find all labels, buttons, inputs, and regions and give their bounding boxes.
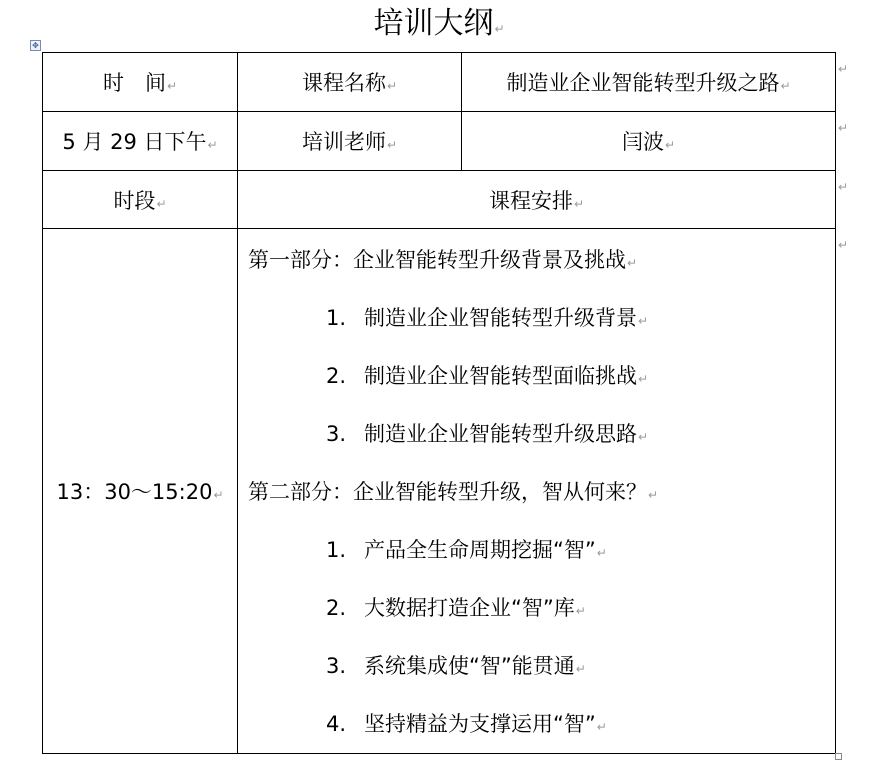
schedule-content — [238, 229, 835, 753]
paragraph-mark-icon: ↵ — [575, 662, 586, 676]
schedule-content-cell[interactable] — [238, 229, 836, 754]
table-row — [43, 171, 836, 229]
table-move-handle-icon[interactable]: ✥ — [30, 40, 41, 51]
row-end-mark-icon: ↵ — [838, 238, 849, 252]
part1-title: 第一部分：企业智能转型升级背景及挑战↵ — [248, 248, 638, 272]
table-row — [43, 53, 836, 112]
paragraph-mark-icon: ↵ — [494, 22, 505, 36]
list-item: 1. 制造业企业智能转型升级背景↵ — [326, 306, 649, 330]
list-item: 2. 制造业企业智能转型面临挑战↵ — [326, 364, 649, 388]
document-title: 培训大纲↵ — [373, 6, 505, 41]
paragraph-mark-icon: ↵ — [156, 196, 167, 211]
paragraph-mark-icon: ↵ — [213, 488, 224, 502]
paragraph-mark-icon: ↵ — [648, 488, 659, 502]
list-item: 4. 坚持精益为支撑运用“智”↵ — [326, 712, 607, 736]
paragraph-mark-icon: ↵ — [664, 138, 676, 152]
row-end-mark-icon: ↵ — [838, 180, 849, 194]
paragraph-mark-icon: ↵ — [386, 79, 398, 93]
teacher-value-cell[interactable]: 闫波↵ — [462, 112, 836, 171]
paragraph-mark-icon: ↵ — [596, 546, 607, 560]
course-name-value-cell[interactable]: 制造业企业智能转型升级之路↵ — [462, 53, 836, 112]
row-end-mark-icon: ↵ — [838, 62, 849, 76]
part2-title: 第二部分：企业智能转型升级，智从何来？↵ — [248, 480, 659, 504]
paragraph-mark-icon: ↵ — [386, 138, 398, 152]
paragraph-mark-icon: ↵ — [638, 430, 649, 444]
paragraph-mark-icon: ↵ — [638, 314, 649, 328]
period-label-cell[interactable]: 时段↵ — [43, 171, 238, 229]
time-label-cell[interactable]: 时 间↵ — [43, 53, 238, 112]
table-row — [43, 229, 836, 754]
list-item: 3. 系统集成使“智”能贯通↵ — [326, 654, 586, 678]
paragraph-mark-icon: ↵ — [596, 720, 607, 734]
date-value-cell[interactable]: 5 月 29 日下午↵ — [43, 112, 238, 171]
list-item: 3. 制造业企业智能转型升级思路↵ — [326, 422, 649, 446]
table-resize-handle-icon[interactable] — [835, 753, 842, 760]
schedule-time-cell[interactable]: 13：30～15:20↵ — [43, 229, 238, 754]
list-item: 1. 产品全生命周期挖掘“智”↵ — [326, 538, 607, 562]
schedule-label-cell[interactable]: 课程安排↵ — [238, 171, 836, 229]
paragraph-mark-icon: ↵ — [780, 79, 791, 93]
paragraph-mark-icon: ↵ — [575, 604, 586, 618]
paragraph-mark-icon: ↵ — [638, 372, 649, 386]
paragraph-mark-icon: ↵ — [573, 196, 585, 211]
table-row — [43, 112, 836, 171]
paragraph-mark-icon: ↵ — [207, 138, 218, 152]
training-outline-table — [42, 52, 836, 754]
course-name-label-cell[interactable]: 课程名称↵ — [238, 53, 462, 112]
paragraph-mark-icon: ↵ — [166, 79, 178, 93]
row-end-mark-icon: ↵ — [838, 121, 849, 135]
list-item: 2. 大数据打造企业“智”库↵ — [326, 596, 586, 620]
teacher-label-cell[interactable]: 培训老师↵ — [238, 112, 462, 171]
paragraph-mark-icon: ↵ — [627, 256, 638, 270]
